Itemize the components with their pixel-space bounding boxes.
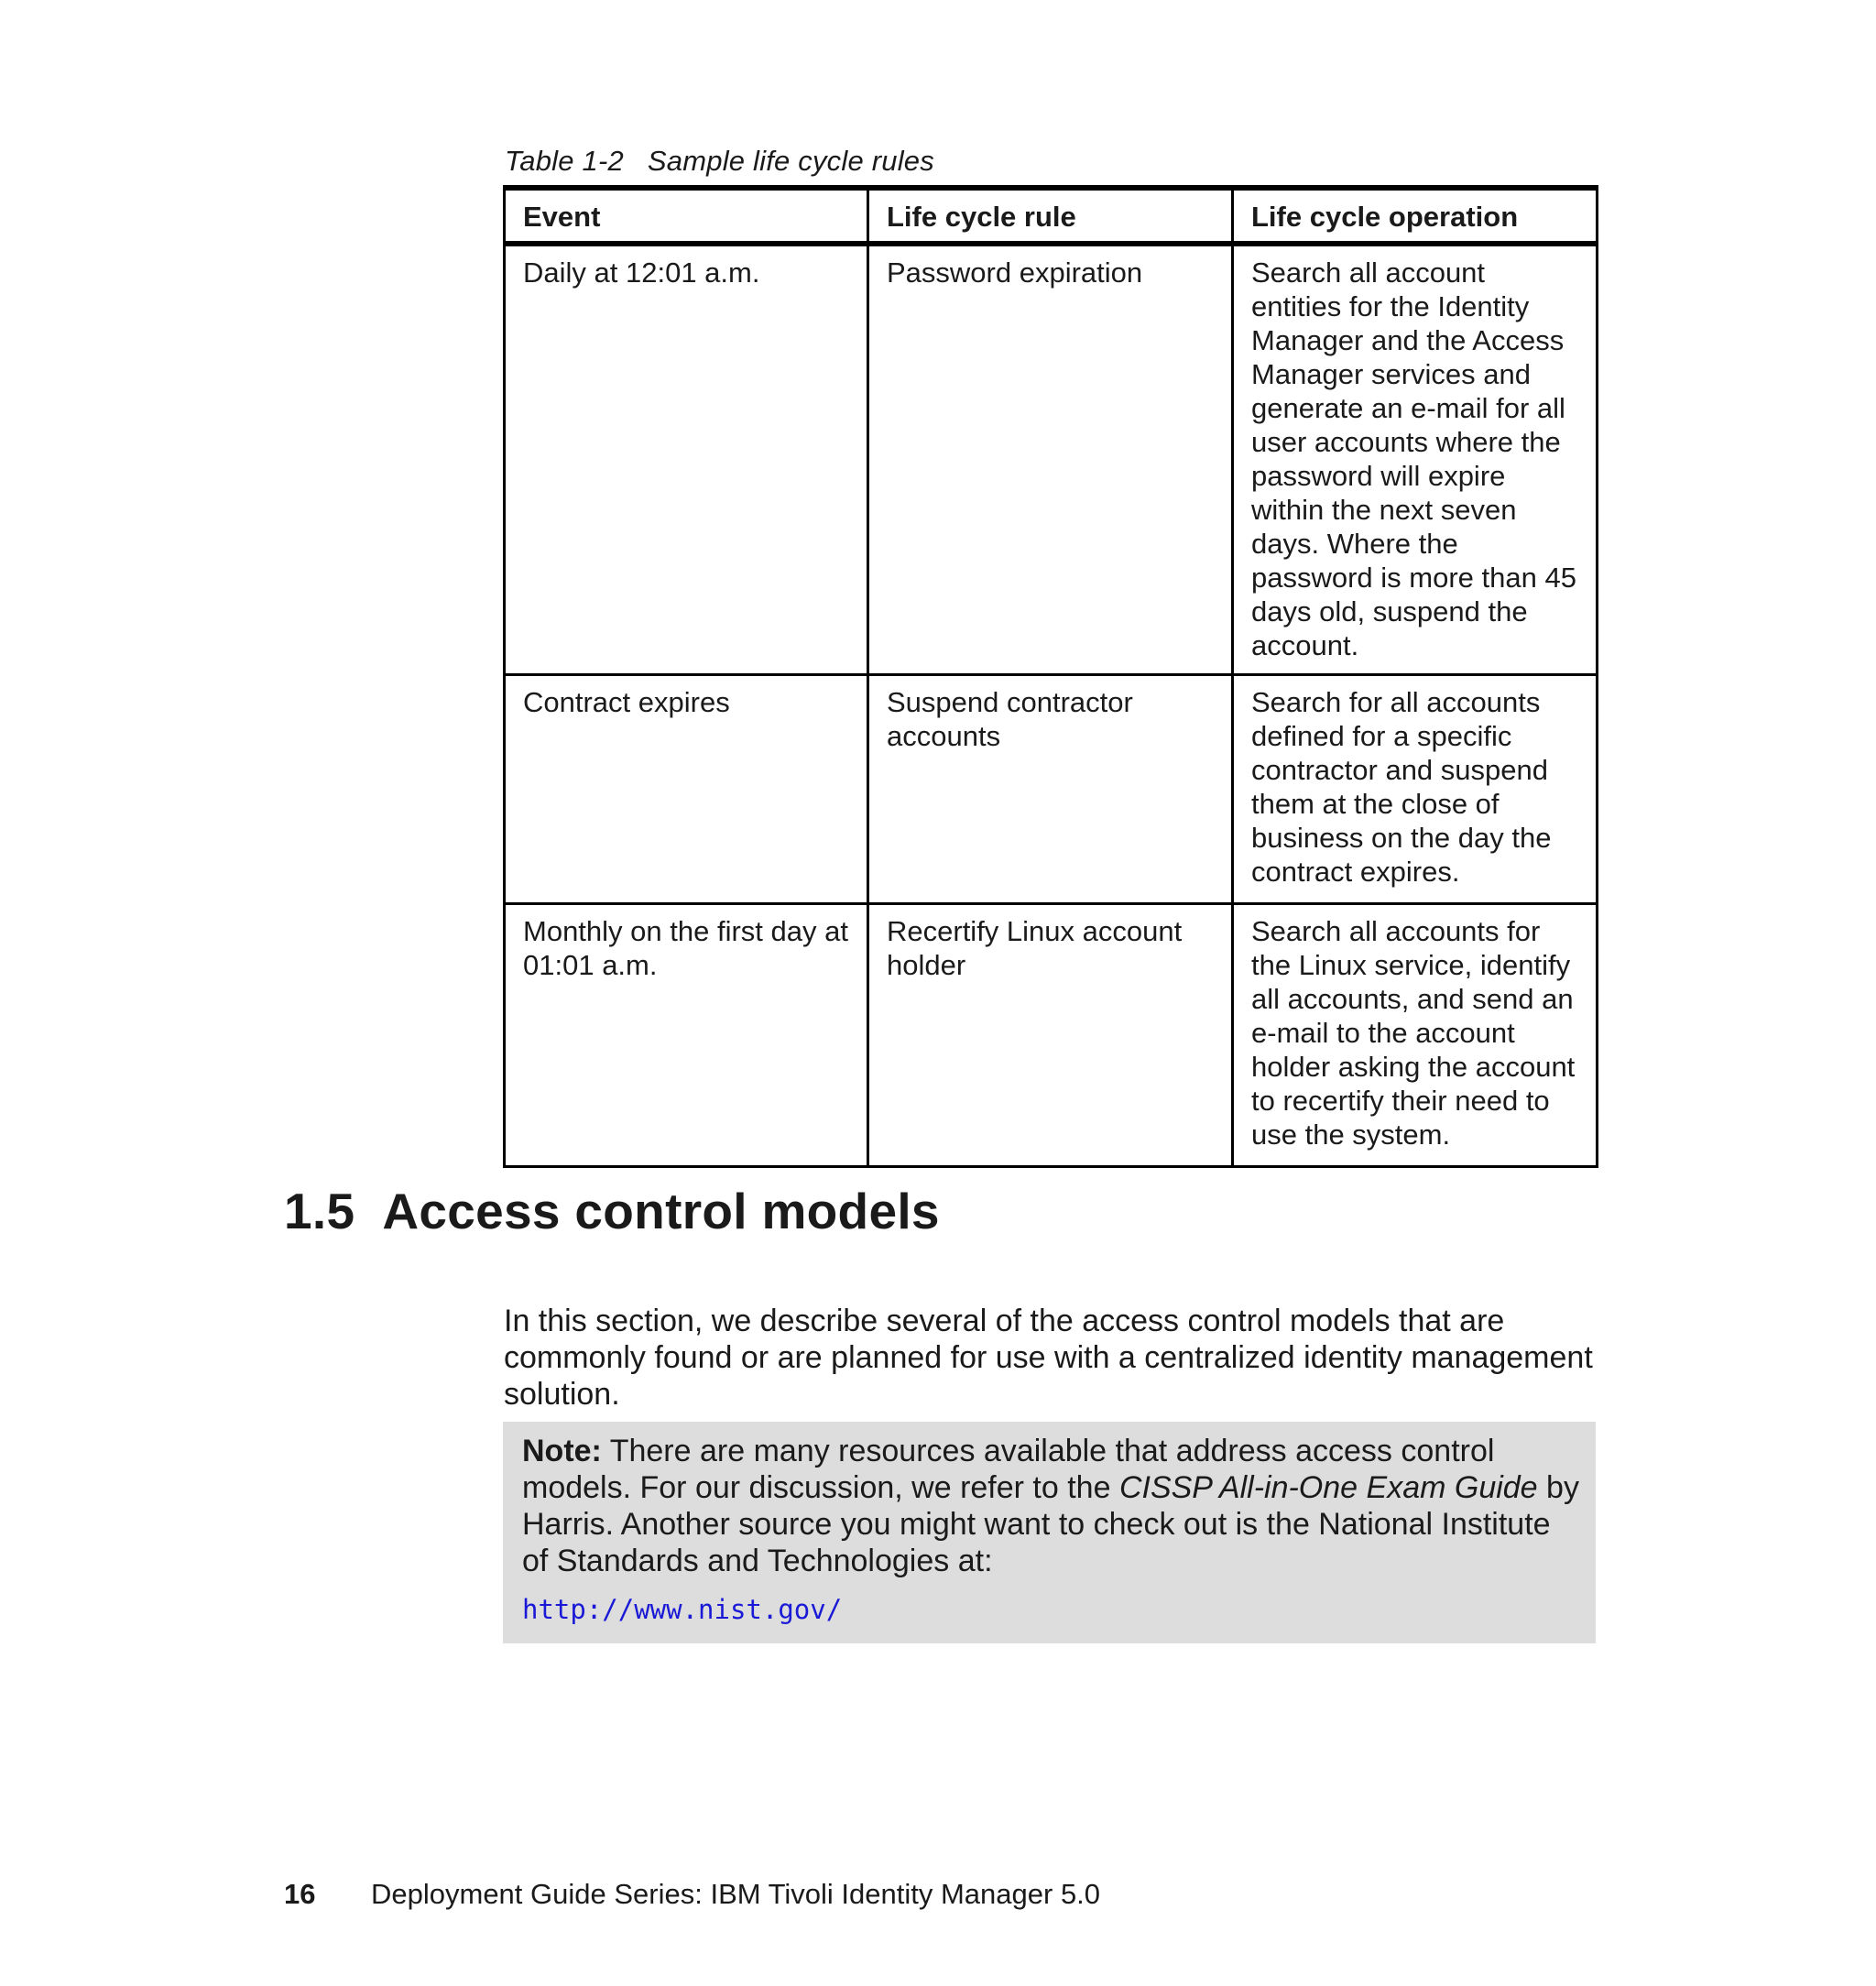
cell-event: Daily at 12:01 a.m. xyxy=(505,244,868,675)
section-intro-paragraph: In this section, we describe several of the access control models that are commonly found or are planned for use with a centralized identity management solution. xyxy=(504,1304,1593,1412)
table-row xyxy=(505,244,1598,675)
header-event: Event xyxy=(505,188,868,244)
cell-operation: Search for all accounts defined for a specific contractor and suspend them at the close of business on the day the contract expires. xyxy=(1233,675,1598,904)
footer-series-title: Deployment Guide Series: IBM Tivoli Identity Manager 5.0 xyxy=(371,1878,1101,1910)
table-row xyxy=(505,904,1598,1167)
page-number: 16 xyxy=(284,1878,316,1910)
note-text xyxy=(522,1433,1585,1579)
note-text-after: by Harris. Another source you might want to check out is the National Institute of Standards and Technologies at: xyxy=(522,1470,1579,1578)
section-title: Access control models xyxy=(382,1183,940,1239)
cell-event: Contract expires xyxy=(505,675,868,904)
table-caption-title: Sample life cycle rules xyxy=(647,145,934,177)
life-cycle-rules-table-wrapper xyxy=(503,185,1596,1168)
cell-rule: Recertify Linux account holder xyxy=(868,904,1233,1167)
cell-event: Monthly on the first day at 01:01 a.m. xyxy=(505,904,868,1167)
table-caption xyxy=(505,145,934,178)
note-label: Note: xyxy=(522,1434,602,1468)
life-cycle-rules-table xyxy=(503,185,1598,1168)
cell-rule: Password expiration xyxy=(868,244,1233,675)
note-book-title: CISSP All-in-One Exam Guide xyxy=(1118,1470,1538,1505)
section-number: 1.5 xyxy=(284,1183,355,1239)
note-text-before: There are many resources available that address access control models. For our discussion, we refer to the xyxy=(522,1434,1495,1505)
table-row xyxy=(505,675,1598,904)
nist-link[interactable]: http://www.nist.gov/ xyxy=(522,1594,843,1625)
note-box xyxy=(503,1422,1596,1643)
header-life-cycle-operation: Life cycle operation xyxy=(1233,188,1598,244)
section-heading xyxy=(284,1182,940,1240)
table-header-row xyxy=(505,188,1598,244)
cell-operation: Search all accounts for the Linux service, identify all accounts, and send an e-mail to the account holder asking the account to recertify their need to use the system. xyxy=(1233,904,1598,1167)
table-caption-label: Table 1-2 xyxy=(505,145,624,177)
cell-operation: Search all account entities for the Identity Manager and the Access Manager services and generate an e-mail for all user accounts where the password will expire within the next seven days. Where the password is more than 45 days old, suspend the account. xyxy=(1233,244,1598,675)
header-life-cycle-rule: Life cycle rule xyxy=(868,188,1233,244)
cell-rule: Suspend contractor accounts xyxy=(868,675,1233,904)
page-footer xyxy=(284,1878,1100,1911)
